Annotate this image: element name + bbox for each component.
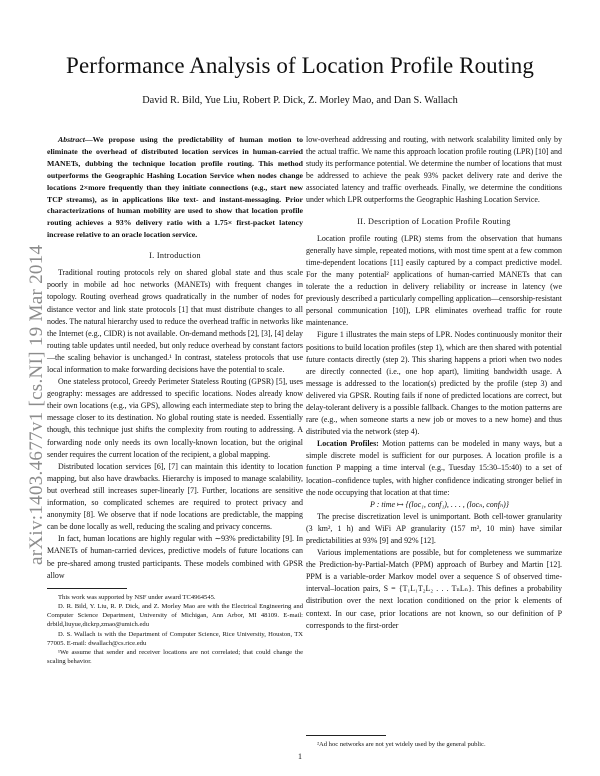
intro-paragraph-3: Distributed location services [6], [7] can maintain this identity to location mapping, but also have drawbacks. Hierarchy is imposed to manage scalability, but overhead still increases super-linearly [7]. Further, locations are sensitive information, so complicated schemes are required to protect privacy and anonymity [8]. We observe that if node locations are predictable, the mapping can be done locally as well, reducing the scaling and privacy concerns. (47, 461, 303, 532)
footnote-rule (47, 588, 127, 589)
intro-paragraph-2: One stateless protocol, Greedy Perimeter Stateless Routing (GPSR) [5], uses geography: messages are addressed to specific locations. Nodes already know their own locations (e.g., via GPS), allowing each intermediate step to bring the message closer to its destination. No global routing state is needed. Essentially though, this technique just shifts the complexity from routing to addressing. A forwarding node only needs its own locally-known location, but the original sender requires the current location of the recipient, a global mapping. (47, 377, 303, 459)
footnote-1: ¹We assume that sender and receiver locations are not correlated; that could change the scaling behavior. (47, 648, 303, 666)
page-number: 1 (298, 752, 302, 761)
footnote-rule-right (306, 735, 386, 736)
section-heading-description: II. Description of Location Profile Routing (357, 216, 511, 226)
right-footnote-block (306, 729, 562, 749)
left-column (47, 134, 303, 666)
profile-formula: P : time ↦ {(loc₁, conf₁), . . . , (locₙ, confₙ)} (370, 499, 509, 509)
abstract-label: Abstract (58, 135, 85, 144)
right-paragraph-0: low-overhead addressing and routing, with network scalability limited only by the actual traffic. We name this approach location profile routing (LPR) [10] and study its performance potential. We determine the number of locations that must be addressed to achieve the peak 93% packet delivery rate and derive the associated latency and traffic overheads. Finally, we determine the conditions under which LPR outperforms the Geographic Hashing Location Service. (306, 135, 562, 205)
section-heading-introduction: I. Introduction (149, 251, 201, 261)
footnote-2: ²Ad hoc networks are not yet widely used by the general public. (317, 741, 486, 748)
lpr-paragraph-3 (306, 438, 562, 498)
abstract (47, 134, 303, 241)
location-profiles-text: Motion patterns can be modeled in many ways, but a simple discrete model is sufficient for our purposes. A location profile is a function P mapping a time interval (e.g., Tuesday 15:30–15:40) to a set of location–confidence tuples, with higher confidence indicating stronger belief in the node occupying that location at that time: (306, 439, 562, 497)
footnote-authors-1: D. R. Bild, Y. Liu, R. P. Dick, and Z. Morley Mao are with the Electrical Engineering and Computer Science Department, University of Michigan, Ann Arbor, MI 48109. E-mail: drbild,liuyue,dickrp,zmao@umich.edu (47, 602, 303, 629)
footnote-support: This work was supported by NSF under award TC4964545. (58, 593, 216, 601)
lpr-paragraph-2: Figure 1 illustrates the main steps of LPR. Nodes continuously monitor their positions to build location profiles (step 1), which are then shared with potential future contacts directly (step 2). This sharing happens a priori when two nodes are directly connected (i.e., one hop apart), limiting bandwidth usage. A message is addressed to the location(s) predicted by the profile (step 3) and delivered via GPSR. Routing fails if none of predicted locations are correct, but delay-tolerant delivery is a possible fallback. Changes to the motion patterns are rare (e.g., when someone starts a new job or moves to a new home) and thus distributed via the network (step 4). (306, 330, 562, 437)
paper-title: Performance Analysis of Location Profile Routing (66, 53, 534, 78)
lpr-paragraph-5: Various implementations are possible, but for completeness we summarize the Prediction-by-Partial-Match (PPM) approach of Burbey and Martin [12]. PPM is a variable-order Markov model over a sequence S of observed time-interval–location pairs, S = {T₁L₁T₂L₂ . . . TₙLₙ}. This defines a probability distribution over the next location conditioned on the prior k elements of context. In our case, prior locations are not known, so our definition of P corresponds to the first-order (306, 548, 562, 630)
intro-paragraph-4: In fact, human locations are highly regular with ∼93% predictability [9]. In MANETs of human-carried devices, predictive models of future locations can be pre-shared among trusted participants. These models combined with GPSR allow (47, 534, 303, 580)
arxiv-stamp: arXiv:1403.4677v1 [cs.NI] 19 Mar 2014 (26, 244, 47, 565)
lpr-paragraph-4: The precise discretization level is unimportant. Both cell-tower granularity (3 km², 1 h) and WiFi AP granularity (157 m², 10 min) have similar predictabilities at 93% [9] and 92% [12]. (306, 511, 562, 545)
location-profiles-label: Location Profiles: (317, 439, 379, 449)
footnote-authors-2: D. S. Wallach is with the Department of Computer Science, Rice University, Houston, TX 77005. E-mail: dwallach@cs.rice.edu (47, 630, 303, 647)
lpr-paragraph-1: Location profile routing (LPR) stems from the observation that humans generally have simple, repeated motions, with most time spent at a few common time-dependent locations [11] easily captured by a compact predictive model. For the many potential² applications of human-carried MANETs that can tolerate the a reduction in delivery reliability or increase in latency (we previously described a particularly compelling application—censorship-resistant personal communication [10]), LPR eliminates overhead traffic for route maintenance. (306, 233, 562, 328)
author-list: David R. Bild, Yue Liu, Robert P. Dick, Z. Morley Mao, and Dan S. Wallach (142, 95, 458, 106)
right-column (306, 134, 562, 632)
intro-paragraph-1: Traditional routing protocols rely on shared global state and thus scale poorly in mobile ad hoc networks (MANETs) with frequent changes in topology. Routing overhead grows quadratically in the number of nodes for distance vector and link state protocols [1] that must distribute changes to all nodes. The natural hierarchy used to reduce the overhead traffic in networks like the Internet (e.g., CIDR) is not available. On-demand methods [2], [3], [4] delay routing table updates until needed, but only reduce overhead by constant factors—the scaling behavior is unchanged.¹ In contrast, stateless protocols that use local information to make forwarding decisions have the potential to scale. (47, 268, 303, 374)
abstract-text: —We propose using the predictability of human motion to eliminate the overhead of distributed location services in human-carried MANETs, dubbing the technique location profile routing. This method outperforms the Geographic Hashing Location Service when nodes change locations 2×more frequently than they initiate connections (e.g., start new TCP streams), as in applications like text- and instant-messaging. Prior characterizations of human mobility are used to show that location profile routing achieves a 93% delivery ratio with a 1.75× first-packet latency increase relative to an oracle location service. (47, 135, 303, 240)
